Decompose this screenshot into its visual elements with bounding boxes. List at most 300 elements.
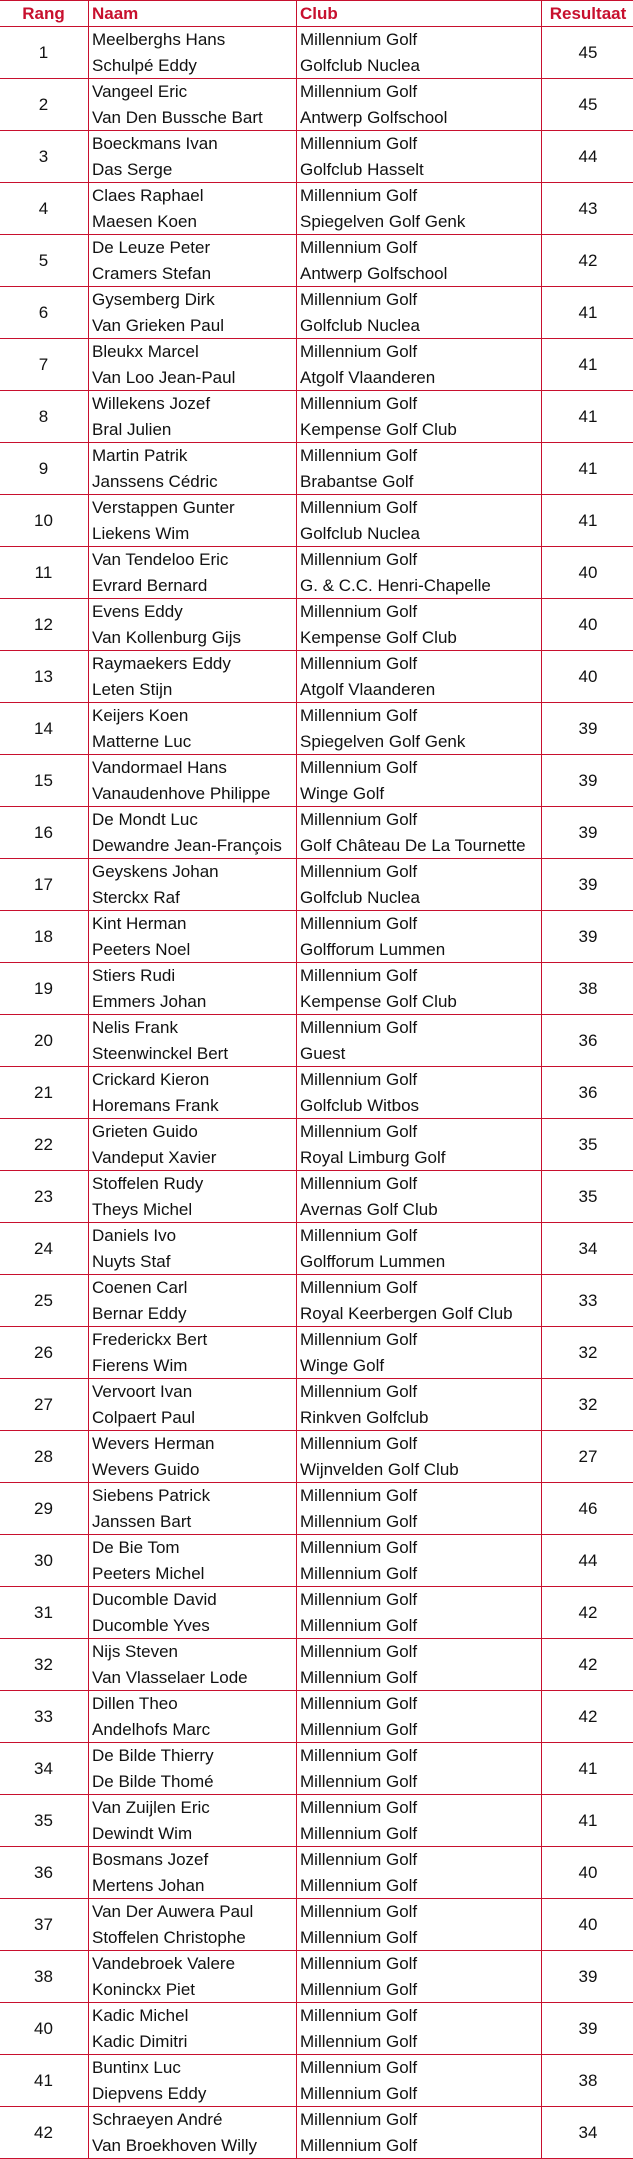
- player-name: Peeters Noel: [92, 939, 191, 959]
- table-row: [0, 807, 633, 859]
- table-row: [0, 859, 633, 911]
- names-cell: [89, 1847, 297, 1899]
- result-cell: 45: [542, 79, 633, 131]
- club-name: Golfclub Nuclea: [300, 315, 421, 335]
- player-name: Bosmans Jozef: [92, 1850, 209, 1869]
- club-name: Antwerp Golfschool: [300, 107, 448, 127]
- clubs-cell: [297, 1483, 542, 1535]
- rank-cell: 8: [0, 391, 89, 443]
- club-name: Spiegelven Golf Genk: [300, 731, 466, 751]
- names-cell: [89, 2003, 297, 2055]
- club-name: Millennium Golf: [300, 862, 418, 881]
- table-row: [0, 391, 633, 443]
- rank-cell: 9: [0, 443, 89, 495]
- table-row: [0, 1119, 633, 1171]
- rank-cell: 10: [0, 495, 89, 547]
- result-cell: 42: [542, 1691, 633, 1743]
- clubs-cell: [297, 1899, 542, 1951]
- names-cell: [89, 131, 297, 183]
- result-cell: 45: [542, 27, 633, 79]
- names-cell: [89, 911, 297, 963]
- club-name: Avernas Golf Club: [300, 1199, 438, 1219]
- player-name: Dewandre Jean-François: [92, 835, 282, 855]
- club-name: Millennium Golf: [300, 1434, 418, 1453]
- result-cell: 40: [542, 1899, 633, 1951]
- header-resultaat: Resultaat: [542, 1, 633, 27]
- player-name: Claes Raphael: [92, 186, 204, 205]
- player-name: Koninckx Piet: [92, 1979, 195, 1999]
- rank-cell: 34: [0, 1743, 89, 1795]
- result-cell: 34: [542, 2107, 633, 2159]
- player-name: Horemans Frank: [92, 1095, 219, 1115]
- club-name: Golf Château De La Tournette: [300, 835, 526, 855]
- player-name: Bleukx Marcel: [92, 342, 199, 361]
- club-name: Millennium Golf: [300, 914, 418, 933]
- club-name: Millennium Golf: [300, 1694, 418, 1713]
- rank-cell: 18: [0, 911, 89, 963]
- club-name: Millennium Golf: [300, 2058, 418, 2077]
- result-cell: 44: [542, 1535, 633, 1587]
- player-name: Stoffelen Rudy: [92, 1174, 204, 1193]
- club-name: Millennium Golf: [300, 394, 418, 413]
- club-name: Golfforum Lummen: [300, 1251, 446, 1271]
- clubs-cell: [297, 27, 542, 79]
- names-cell: [89, 1639, 297, 1691]
- player-name: Grieten Guido: [92, 1122, 198, 1141]
- table-row: [0, 1587, 633, 1639]
- player-name: Van Kollenburg Gijs: [92, 627, 241, 647]
- player-name: Andelhofs Marc: [92, 1719, 211, 1739]
- club-name: Kempense Golf Club: [300, 991, 457, 1011]
- result-cell: 44: [542, 131, 633, 183]
- player-name: Sterckx Raf: [92, 887, 180, 907]
- club-name: Royal Keerbergen Golf Club: [300, 1303, 513, 1323]
- clubs-cell: [297, 391, 542, 443]
- names-cell: [89, 339, 297, 391]
- clubs-cell: [297, 1639, 542, 1691]
- club-name: Millennium Golf: [300, 2083, 418, 2103]
- club-name: Millennium Golf: [300, 1330, 418, 1349]
- names-cell: [89, 1379, 297, 1431]
- club-name: Millennium Golf: [300, 446, 418, 465]
- rank-cell: 2: [0, 79, 89, 131]
- club-name: Millennium Golf: [300, 1615, 418, 1635]
- club-name: Atgolf Vlaanderen: [300, 679, 436, 699]
- table-row: [0, 131, 633, 183]
- player-name: Dewindt Wim: [92, 1823, 193, 1843]
- clubs-cell: [297, 131, 542, 183]
- rank-cell: 41: [0, 2055, 89, 2107]
- result-cell: 33: [542, 1275, 633, 1327]
- result-cell: 42: [542, 1639, 633, 1691]
- player-name: Wevers Guido: [92, 1459, 200, 1479]
- player-name: Ducomble Yves: [92, 1615, 210, 1635]
- names-cell: [89, 1795, 297, 1847]
- names-cell: [89, 1171, 297, 1223]
- clubs-cell: [297, 1691, 542, 1743]
- rank-cell: 7: [0, 339, 89, 391]
- result-cell: 38: [542, 963, 633, 1015]
- club-name: Rinkven Golfclub: [300, 1407, 429, 1427]
- player-name: Vandebroek Valere: [92, 1954, 236, 1973]
- clubs-cell: [297, 1067, 542, 1119]
- rank-cell: 11: [0, 547, 89, 599]
- club-name: Millennium Golf: [300, 1642, 418, 1661]
- club-name: Golfforum Lummen: [300, 939, 446, 959]
- club-name: Millennium Golf: [300, 290, 418, 309]
- player-name: Bral Julien: [92, 419, 172, 439]
- names-cell: [89, 1899, 297, 1951]
- names-cell: [89, 235, 297, 287]
- player-name: Mertens Johan: [92, 1875, 205, 1895]
- clubs-cell: [297, 1587, 542, 1639]
- player-name: Maesen Koen: [92, 211, 197, 231]
- club-name: Millennium Golf: [300, 654, 418, 673]
- player-name: Van Vlasselaer Lode: [92, 1667, 248, 1687]
- club-name: Millennium Golf: [300, 1875, 418, 1895]
- names-cell: [89, 755, 297, 807]
- player-name: Boeckmans Ivan: [92, 134, 218, 153]
- result-cell: 39: [542, 859, 633, 911]
- club-name: Antwerp Golfschool: [300, 263, 448, 283]
- player-name: Van Den Bussche Bart: [92, 107, 263, 127]
- club-name: Winge Golf: [300, 1355, 385, 1375]
- player-name: Ducomble David: [92, 1590, 217, 1609]
- rank-cell: 24: [0, 1223, 89, 1275]
- club-name: Golfclub Nuclea: [300, 887, 421, 907]
- club-name: Guest: [300, 1043, 346, 1063]
- club-name: Millennium Golf: [300, 1382, 418, 1401]
- clubs-cell: [297, 1535, 542, 1587]
- club-name: Millennium Golf: [300, 1538, 418, 1557]
- club-name: Spiegelven Golf Genk: [300, 211, 466, 231]
- player-name: Colpaert Paul: [92, 1407, 196, 1427]
- result-cell: 39: [542, 2003, 633, 2055]
- clubs-cell: [297, 1327, 542, 1379]
- player-name: Vandeput Xavier: [92, 1147, 217, 1167]
- table-row: [0, 599, 633, 651]
- player-name: Raymaekers Eddy: [92, 654, 231, 673]
- result-cell: 35: [542, 1119, 633, 1171]
- player-name: Bernar Eddy: [92, 1303, 187, 1323]
- table-row: [0, 79, 633, 131]
- club-name: Millennium Golf: [300, 1174, 418, 1193]
- player-name: Nijs Steven: [92, 1642, 178, 1661]
- clubs-cell: [297, 1223, 542, 1275]
- rank-cell: 20: [0, 1015, 89, 1067]
- result-cell: 32: [542, 1327, 633, 1379]
- club-name: Kempense Golf Club: [300, 419, 457, 439]
- player-name: Das Serge: [92, 159, 173, 179]
- club-name: Millennium Golf: [300, 1746, 418, 1765]
- clubs-cell: [297, 703, 542, 755]
- names-cell: [89, 1691, 297, 1743]
- club-name: Millennium Golf: [300, 1902, 418, 1921]
- player-name: Meelberghs Hans: [92, 30, 226, 49]
- player-name: Keijers Koen: [92, 706, 189, 725]
- result-cell: 41: [542, 391, 633, 443]
- player-name: Evrard Bernard: [92, 575, 208, 595]
- club-name: Millennium Golf: [300, 1563, 418, 1583]
- names-cell: [89, 1535, 297, 1587]
- table-row: [0, 1743, 633, 1795]
- club-name: Millennium Golf: [300, 1070, 418, 1089]
- table-row: [0, 1275, 633, 1327]
- player-name: Van Grieken Paul: [92, 315, 224, 335]
- table-row: [0, 1015, 633, 1067]
- clubs-cell: [297, 1119, 542, 1171]
- rank-cell: 21: [0, 1067, 89, 1119]
- player-name: Liekens Wim: [92, 523, 190, 543]
- table-row: [0, 235, 633, 287]
- player-name: De Bie Tom: [92, 1538, 180, 1557]
- club-name: Millennium Golf: [300, 1927, 418, 1947]
- result-cell: 27: [542, 1431, 633, 1483]
- club-name: Millennium Golf: [300, 186, 418, 205]
- table-row: [0, 1431, 633, 1483]
- player-name: Van Tendeloo Eric: [92, 550, 229, 569]
- player-name: Kint Herman: [92, 914, 187, 933]
- player-name: Theys Michel: [92, 1199, 193, 1219]
- club-name: Millennium Golf: [300, 1823, 418, 1843]
- table-row: [0, 755, 633, 807]
- table-row: [0, 1639, 633, 1691]
- rank-cell: 5: [0, 235, 89, 287]
- player-name: Vervoort Ivan: [92, 1382, 193, 1401]
- rank-cell: 14: [0, 703, 89, 755]
- names-cell: [89, 963, 297, 1015]
- player-name: Frederickx Bert: [92, 1330, 208, 1349]
- clubs-cell: [297, 2003, 542, 2055]
- table-row: [0, 287, 633, 339]
- header-rang: Rang: [0, 1, 89, 27]
- rank-cell: 17: [0, 859, 89, 911]
- result-cell: 36: [542, 1067, 633, 1119]
- player-name: Coenen Carl: [92, 1278, 188, 1297]
- rank-cell: 4: [0, 183, 89, 235]
- table-row: [0, 651, 633, 703]
- player-name: Cramers Stefan: [92, 263, 212, 283]
- table-row: [0, 1535, 633, 1587]
- player-name: Janssen Bart: [92, 1511, 192, 1531]
- player-name: Van Broekhoven Willy: [92, 2135, 258, 2155]
- table-row: [0, 339, 633, 391]
- clubs-cell: [297, 1795, 542, 1847]
- rank-cell: 40: [0, 2003, 89, 2055]
- rank-cell: 1: [0, 27, 89, 79]
- player-name: Steenwinckel Bert: [92, 1043, 229, 1063]
- table-row: [0, 2003, 633, 2055]
- header-club: Club: [297, 1, 542, 27]
- names-cell: [89, 547, 297, 599]
- club-name: Millennium Golf: [300, 1719, 418, 1739]
- player-name: Van Zuijlen Eric: [92, 1798, 210, 1817]
- rank-cell: 35: [0, 1795, 89, 1847]
- club-name: Brabantse Golf: [300, 471, 414, 491]
- player-name: Evens Eddy: [92, 602, 183, 621]
- rank-cell: 31: [0, 1587, 89, 1639]
- rank-cell: 15: [0, 755, 89, 807]
- player-name: Matterne Luc: [92, 731, 192, 751]
- names-cell: [89, 2055, 297, 2107]
- club-name: Millennium Golf: [300, 1850, 418, 1869]
- rank-cell: 13: [0, 651, 89, 703]
- result-cell: 34: [542, 1223, 633, 1275]
- clubs-cell: [297, 651, 542, 703]
- club-name: Millennium Golf: [300, 2110, 418, 2129]
- clubs-cell: [297, 183, 542, 235]
- table-row: [0, 911, 633, 963]
- rank-cell: 26: [0, 1327, 89, 1379]
- player-name: Vangeel Eric: [92, 82, 188, 101]
- result-cell: 41: [542, 495, 633, 547]
- clubs-cell: [297, 755, 542, 807]
- club-name: Millennium Golf: [300, 134, 418, 153]
- clubs-cell: [297, 443, 542, 495]
- club-name: Millennium Golf: [300, 30, 418, 49]
- player-name: Vanaudenhove Philippe: [92, 783, 271, 803]
- player-name: Emmers Johan: [92, 991, 207, 1011]
- result-cell: 39: [542, 703, 633, 755]
- clubs-cell: [297, 1951, 542, 2003]
- player-name: Schulpé Eddy: [92, 55, 197, 75]
- player-name: Van Der Auwera Paul: [92, 1902, 254, 1921]
- table-row: [0, 2107, 633, 2159]
- names-cell: [89, 1119, 297, 1171]
- names-cell: [89, 287, 297, 339]
- names-cell: [89, 859, 297, 911]
- table-row: [0, 1691, 633, 1743]
- player-name: Daniels Ivo: [92, 1226, 177, 1245]
- clubs-cell: [297, 2107, 542, 2159]
- names-cell: [89, 183, 297, 235]
- rank-cell: 29: [0, 1483, 89, 1535]
- clubs-cell: [297, 2055, 542, 2107]
- club-name: Millennium Golf: [300, 342, 418, 361]
- rank-cell: 32: [0, 1639, 89, 1691]
- table-row: [0, 1327, 633, 1379]
- player-name: Siebens Patrick: [92, 1486, 211, 1505]
- player-name: Crickard Kieron: [92, 1070, 210, 1089]
- table-row: [0, 963, 633, 1015]
- header-naam: Naam: [89, 1, 297, 27]
- result-cell: 40: [542, 599, 633, 651]
- player-name: Willekens Jozef: [92, 394, 211, 413]
- clubs-cell: [297, 547, 542, 599]
- club-name: Millennium Golf: [300, 2031, 418, 2051]
- names-cell: [89, 495, 297, 547]
- names-cell: [89, 1743, 297, 1795]
- club-name: Winge Golf: [300, 783, 385, 803]
- clubs-cell: [297, 599, 542, 651]
- club-name: Golfclub Nuclea: [300, 55, 421, 75]
- club-name: Wijnvelden Golf Club: [300, 1459, 459, 1479]
- result-cell: 46: [542, 1483, 633, 1535]
- player-name: Diepvens Eddy: [92, 2083, 207, 2103]
- result-cell: 41: [542, 339, 633, 391]
- clubs-cell: [297, 79, 542, 131]
- rank-cell: 16: [0, 807, 89, 859]
- names-cell: [89, 1483, 297, 1535]
- clubs-cell: [297, 339, 542, 391]
- rank-cell: 33: [0, 1691, 89, 1743]
- club-name: Millennium Golf: [300, 82, 418, 101]
- player-name: Gysemberg Dirk: [92, 290, 215, 309]
- club-name: Millennium Golf: [300, 1798, 418, 1817]
- clubs-cell: [297, 963, 542, 1015]
- table-row: [0, 183, 633, 235]
- player-name: Schraeyen André: [92, 2110, 223, 2129]
- result-cell: 39: [542, 807, 633, 859]
- result-cell: 41: [542, 287, 633, 339]
- player-name: Vandormael Hans: [92, 758, 227, 777]
- result-cell: 41: [542, 443, 633, 495]
- club-name: Millennium Golf: [300, 706, 418, 725]
- club-name: Millennium Golf: [300, 1278, 418, 1297]
- names-cell: [89, 1431, 297, 1483]
- club-name: Millennium Golf: [300, 1590, 418, 1609]
- rank-cell: 12: [0, 599, 89, 651]
- club-name: Millennium Golf: [300, 1511, 418, 1531]
- club-name: Millennium Golf: [300, 966, 418, 985]
- clubs-cell: [297, 1171, 542, 1223]
- club-name: Millennium Golf: [300, 1122, 418, 1141]
- clubs-cell: [297, 287, 542, 339]
- result-cell: 41: [542, 1743, 633, 1795]
- club-name: Millennium Golf: [300, 1486, 418, 1505]
- result-cell: 39: [542, 1951, 633, 2003]
- table-row: [0, 1171, 633, 1223]
- player-name: Kadic Dimitri: [92, 2031, 188, 2051]
- rank-cell: 6: [0, 287, 89, 339]
- result-cell: 40: [542, 1847, 633, 1899]
- player-name: Peeters Michel: [92, 1563, 205, 1583]
- player-name: Dillen Theo: [92, 1694, 178, 1713]
- result-cell: 36: [542, 1015, 633, 1067]
- names-cell: [89, 1327, 297, 1379]
- names-cell: [89, 1587, 297, 1639]
- player-name: Verstappen Gunter: [92, 498, 235, 517]
- rank-cell: 42: [0, 2107, 89, 2159]
- table-row: [0, 1379, 633, 1431]
- player-name: Nelis Frank: [92, 1018, 178, 1037]
- names-cell: [89, 391, 297, 443]
- player-name: De Bilde Thomé: [92, 1771, 214, 1791]
- clubs-cell: [297, 1015, 542, 1067]
- names-cell: [89, 27, 297, 79]
- player-name: Janssens Cédric: [92, 471, 218, 491]
- names-cell: [89, 1223, 297, 1275]
- names-cell: [89, 2107, 297, 2159]
- player-name: Stiers Rudi: [92, 966, 176, 985]
- result-cell: 42: [542, 235, 633, 287]
- player-name: De Bilde Thierry: [92, 1746, 214, 1765]
- player-name: Martin Patrik: [92, 446, 188, 465]
- player-name: Nuyts Staf: [92, 1251, 171, 1271]
- names-cell: [89, 443, 297, 495]
- result-cell: 40: [542, 547, 633, 599]
- club-name: Golfclub Witbos: [300, 1095, 420, 1115]
- rank-cell: 30: [0, 1535, 89, 1587]
- clubs-cell: [297, 495, 542, 547]
- club-name: Millennium Golf: [300, 810, 418, 829]
- rank-cell: 36: [0, 1847, 89, 1899]
- result-cell: 35: [542, 1171, 633, 1223]
- club-name: Millennium Golf: [300, 1018, 418, 1037]
- rank-cell: 3: [0, 131, 89, 183]
- names-cell: [89, 703, 297, 755]
- table-row: [0, 2055, 633, 2107]
